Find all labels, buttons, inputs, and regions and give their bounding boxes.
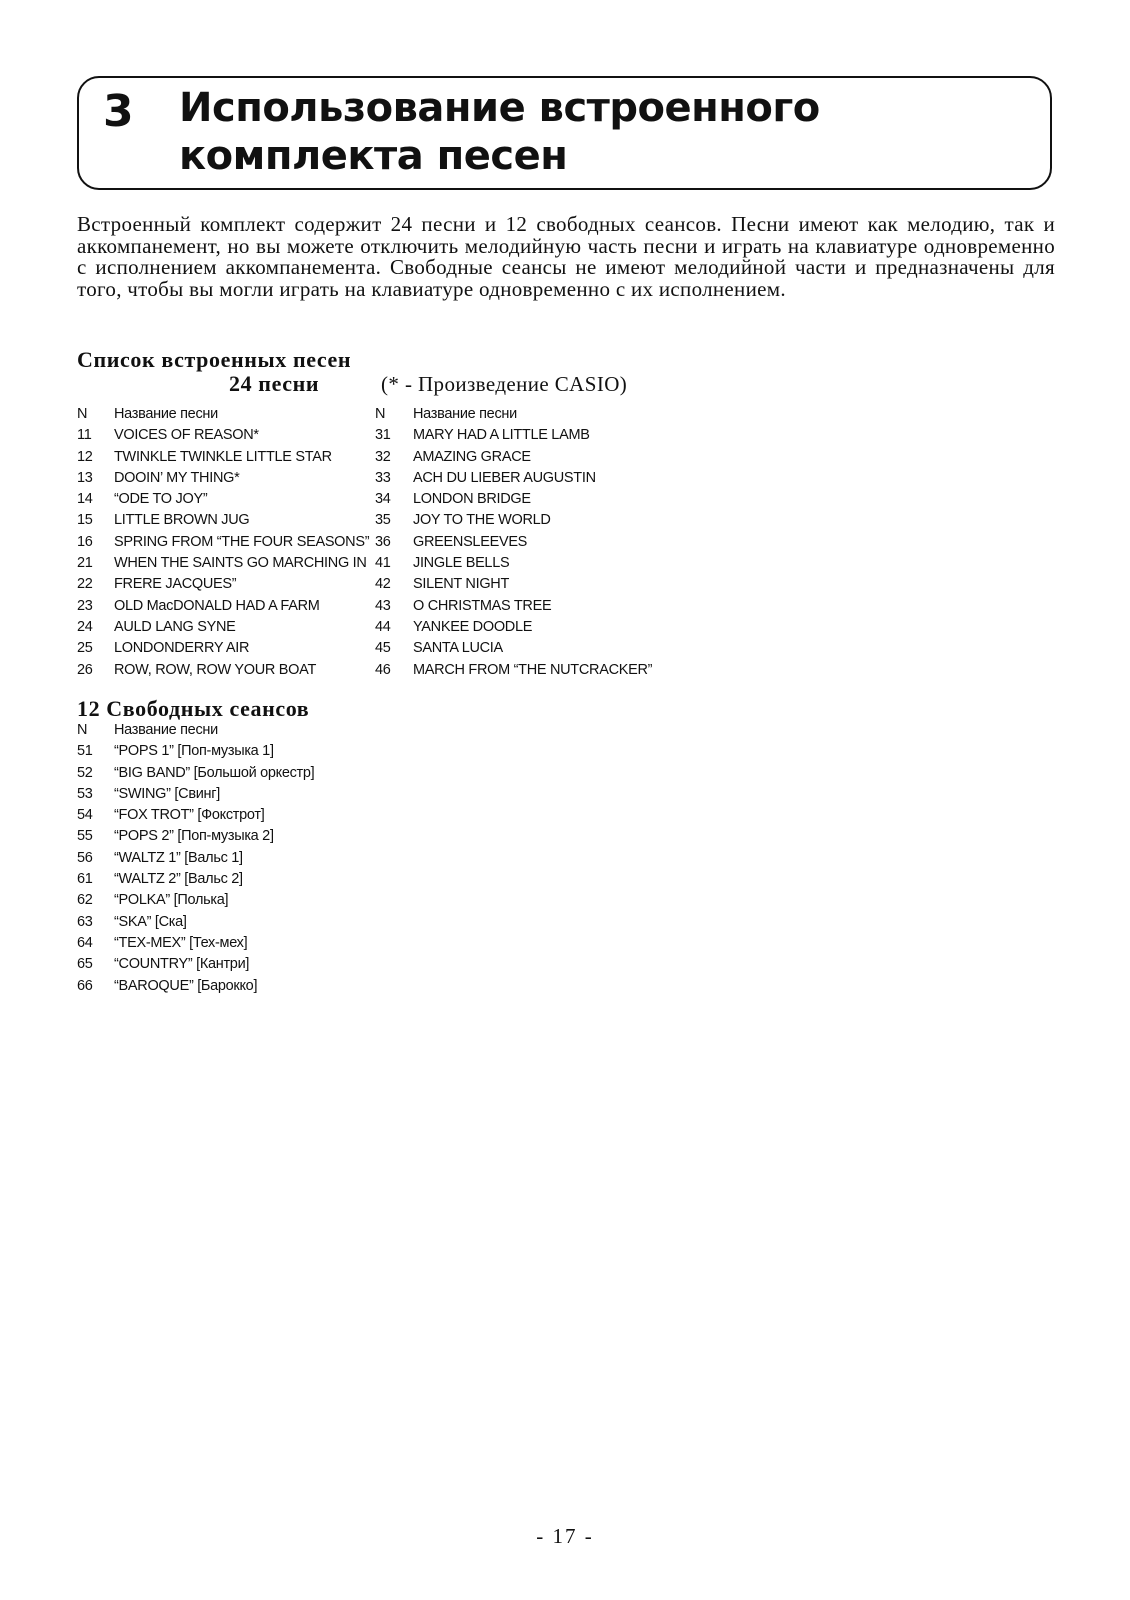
song-number: 21 [77,555,93,572]
song-number: 11 [77,427,92,444]
song-title: OLD MacDONALD HAD A FARM [114,597,320,614]
song-title: SILENT NIGHT [413,576,510,593]
session-title: “WALTZ 2” [Вальс 2] [114,871,243,888]
table-row [77,532,677,553]
song-title: JOY TO THE WORLD [413,512,551,529]
song-title: FRERE JACQUES” [114,576,237,593]
page-number: - 17 - [536,1524,594,1548]
songs-count-label: 24 песни [229,371,320,396]
session-title: “BAROQUE” [Барокко] [114,977,258,994]
intro-paragraph: Встроенный комплект содержит 24 песни и 12 свободных сеансов. Песни имеют как мелодию, так и аккомпанемент, но вы можете отключить мелодийную часть песни и играть на клавиатуре одновременно с исполнением аккомпанемента. Свободные сеансы не имеют мелодийной части и предназначены для того, чтобы вы могли играть на клавиатуре одновременно с их исполнением. [77,212,1055,301]
table-row [77,805,477,826]
song-number: 41 [375,555,391,572]
column-header-title: Название песни [114,722,218,738]
table-row [77,638,677,659]
song-number: 13 [77,469,93,486]
song-title: ACH DU LIEBER AUGUSTIN [413,469,596,486]
table-row [77,489,677,510]
table-row [77,510,677,531]
song-number: 16 [77,533,93,550]
session-title: “COUNTRY” [Кантри] [114,956,250,973]
song-number: 44 [375,618,391,635]
song-title: VOICES OF REASON* [114,427,259,444]
song-title: LONDONDERRY AIR [114,640,250,657]
song-title: TWINKLE TWINKLE LITTLE STAR [114,448,332,465]
songs-table-header [77,404,677,425]
song-title: JINGLE BELLS [413,555,510,572]
song-title: MARY HAD A LITTLE LAMB [413,427,590,444]
session-number: 53 [77,785,93,802]
song-number: 34 [375,491,391,508]
table-row [77,826,477,847]
table-row [77,574,677,595]
song-number: 25 [77,640,93,657]
session-number: 66 [77,977,93,994]
column-header-title: Название песни [114,406,218,422]
song-number: 36 [375,533,391,550]
column-header-number: N [77,406,88,422]
table-row [77,933,477,954]
song-title: AULD LANG SYNE [114,618,236,635]
song-number: 14 [77,491,93,508]
table-row [77,954,477,975]
song-title: SPRING FROM “THE FOUR SEASONS” [114,533,370,550]
table-row [77,912,477,933]
sessions-heading: 12 Свободных сеансов [77,696,310,721]
song-number: 15 [77,512,93,529]
session-number: 61 [77,871,93,888]
table-row [77,890,477,911]
session-title: “TEX-MEX” [Тех-мех] [114,934,248,951]
song-number: 42 [375,576,391,593]
chapter-title-line-1: Использование встроенного [179,85,820,131]
song-title: YANKEE DOODLE [413,618,533,635]
session-title: “SKA” [Ска] [114,913,187,930]
song-title: MARCH FROM “THE NUTCRACKER” [413,661,653,678]
table-row [77,596,677,617]
song-number: 23 [77,597,93,614]
casio-note: (* - Произведение CASIO) [381,372,628,396]
sessions-table [77,720,477,997]
session-title: “SWING” [Свинг] [114,785,220,802]
song-number: 35 [375,512,391,529]
song-number: 12 [77,448,93,465]
song-title: O CHRISTMAS TREE [413,597,552,614]
session-number: 54 [77,807,93,824]
song-title: “ODE TO JOY” [114,491,208,508]
table-row [77,763,477,784]
song-number: 43 [375,597,391,614]
session-title: “POPS 1” [Поп-музыка 1] [114,743,274,760]
table-row [77,741,477,762]
session-number: 62 [77,892,93,909]
song-title: LITTLE BROWN JUG [114,512,250,529]
song-title: DOOIN’ MY THING* [114,469,240,486]
table-row [77,869,477,890]
session-number: 56 [77,849,93,866]
chapter-header [77,76,1052,190]
table-row [77,976,477,997]
songs-heading: Список встроенных песен [77,347,352,372]
song-number: 32 [375,448,391,465]
song-title: SANTA LUCIA [413,640,503,657]
song-title: WHEN THE SAINTS GO MARCHING IN [114,555,367,572]
session-title: “FOX TROT” [Фокстрот] [114,807,265,824]
song-title: LONDON BRIDGE [413,491,531,508]
sessions-table-header [77,720,477,741]
session-title: “POLKA” [Полька] [114,892,229,909]
table-row [77,660,677,681]
songs-table [77,404,677,681]
session-title: “POPS 2” [Поп-музыка 2] [114,828,274,845]
song-number: 45 [375,640,391,657]
session-number: 65 [77,956,93,973]
song-number: 33 [375,469,391,486]
table-row [77,617,677,638]
session-number: 52 [77,764,93,781]
chapter-title-line-2: комплекта песен [179,133,568,179]
session-title: “BIG BAND” [Большой оркестр] [114,764,315,781]
song-number: 22 [77,576,93,593]
song-title: ROW, ROW, ROW YOUR BOAT [114,661,317,678]
song-number: 24 [77,618,93,635]
song-number: 31 [375,427,391,444]
session-number: 63 [77,913,93,930]
column-header-number: N [77,722,88,738]
chapter-number: 3 [103,86,134,137]
column-header-number: N [375,406,386,422]
song-title: GREENSLEEVES [413,533,528,550]
song-number: 46 [375,661,391,678]
chapter-title [179,84,820,180]
session-title: “WALTZ 1” [Вальс 1] [114,849,243,866]
session-number: 64 [77,934,93,951]
song-number: 26 [77,661,93,678]
table-row [77,848,477,869]
column-header-title: Название песни [413,406,517,422]
table-row [77,468,677,489]
session-number: 51 [77,743,93,760]
song-title: AMAZING GRACE [413,448,531,465]
table-row [77,425,677,446]
table-row [77,447,677,468]
table-row [77,553,677,574]
session-number: 55 [77,828,93,845]
table-row [77,784,477,805]
